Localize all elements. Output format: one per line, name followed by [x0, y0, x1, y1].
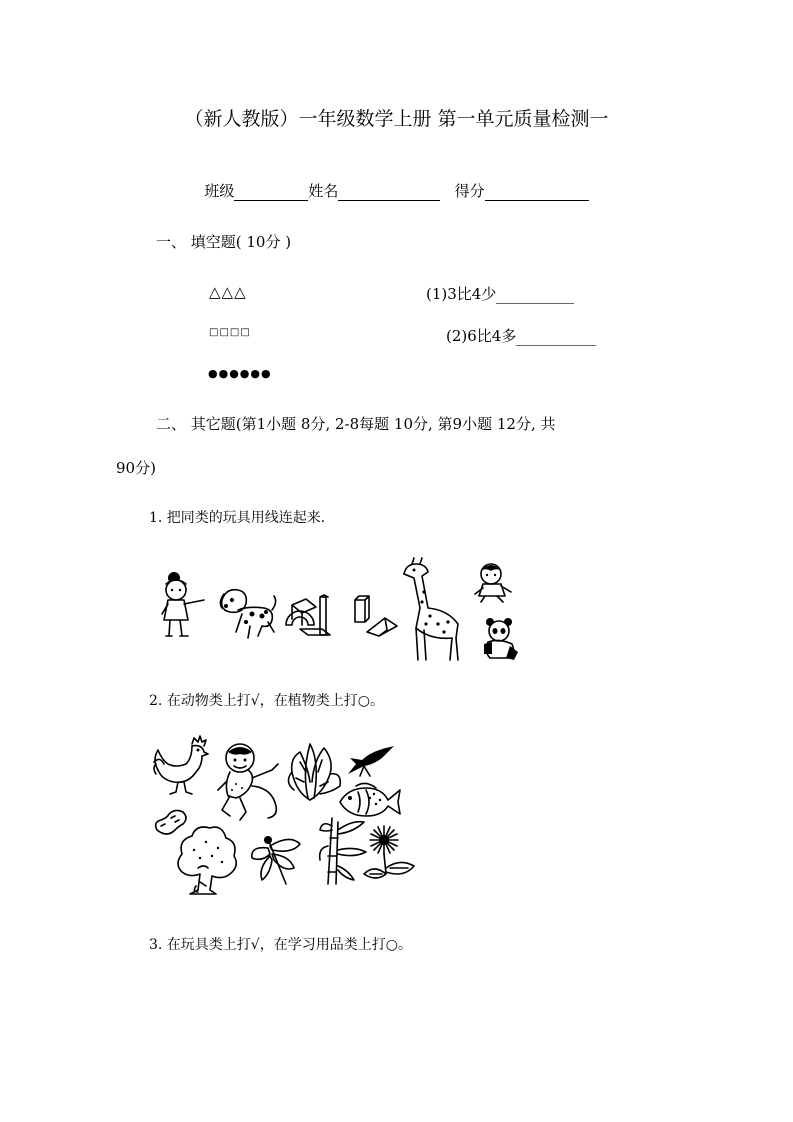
section2-heading-line2: 90分) — [116, 459, 156, 477]
doll-icon — [473, 562, 515, 604]
section2-question-2: 2. 在动物类上打√，在植物类上打○。 — [149, 693, 384, 709]
score-label: 得分 — [454, 182, 485, 200]
geometric-blocks-icon — [353, 596, 399, 638]
spotted-dog-icon — [218, 586, 278, 642]
name-label: 姓名 — [308, 182, 339, 200]
giraffe-icon — [400, 558, 468, 662]
section1-heading: 一、 填空题( 10分 ) — [156, 233, 292, 251]
dragonfly-icon — [250, 828, 302, 890]
dots-row: ●●●●●● — [208, 367, 272, 380]
squares-row: □□□□ — [209, 327, 251, 338]
question-1-1-text: (1)3比4少 — [426, 285, 497, 303]
girl-icon — [158, 570, 210, 642]
section2-question-1: 1. 把同类的玩具用线连起来. — [149, 510, 326, 526]
page-title: （新人教版）一年级数学上册 第一单元质量检测一 — [184, 108, 609, 130]
student-info-line — [0, 180, 793, 201]
question-1-2 — [446, 325, 596, 346]
question-1-2-blank[interactable] — [516, 329, 596, 346]
monkey-icon — [216, 740, 288, 822]
question-1-2-text: (2)6比4多 — [446, 327, 517, 345]
flower-icon — [360, 824, 418, 886]
score-blank[interactable] — [485, 184, 589, 201]
rooster-icon — [152, 736, 210, 796]
class-label: 班级 — [204, 182, 235, 200]
question-1-1-blank[interactable] — [496, 287, 574, 304]
swallow-icon — [346, 744, 396, 778]
section2-question-3: 3. 在玩具类上打√，在学习用品类上打○。 — [149, 937, 412, 953]
class-blank[interactable] — [234, 184, 308, 201]
panda-icon — [482, 618, 520, 662]
name-blank[interactable] — [338, 184, 440, 201]
tree-icon — [176, 824, 240, 896]
triangles-row: △△△ — [209, 283, 247, 301]
section2-heading-line1: 二、 其它题(第1小题 8分, 2-8每题 10分, 第9小题 12分, 共 — [156, 415, 556, 433]
question-1-1 — [426, 283, 574, 304]
blocks-icon — [282, 595, 334, 639]
